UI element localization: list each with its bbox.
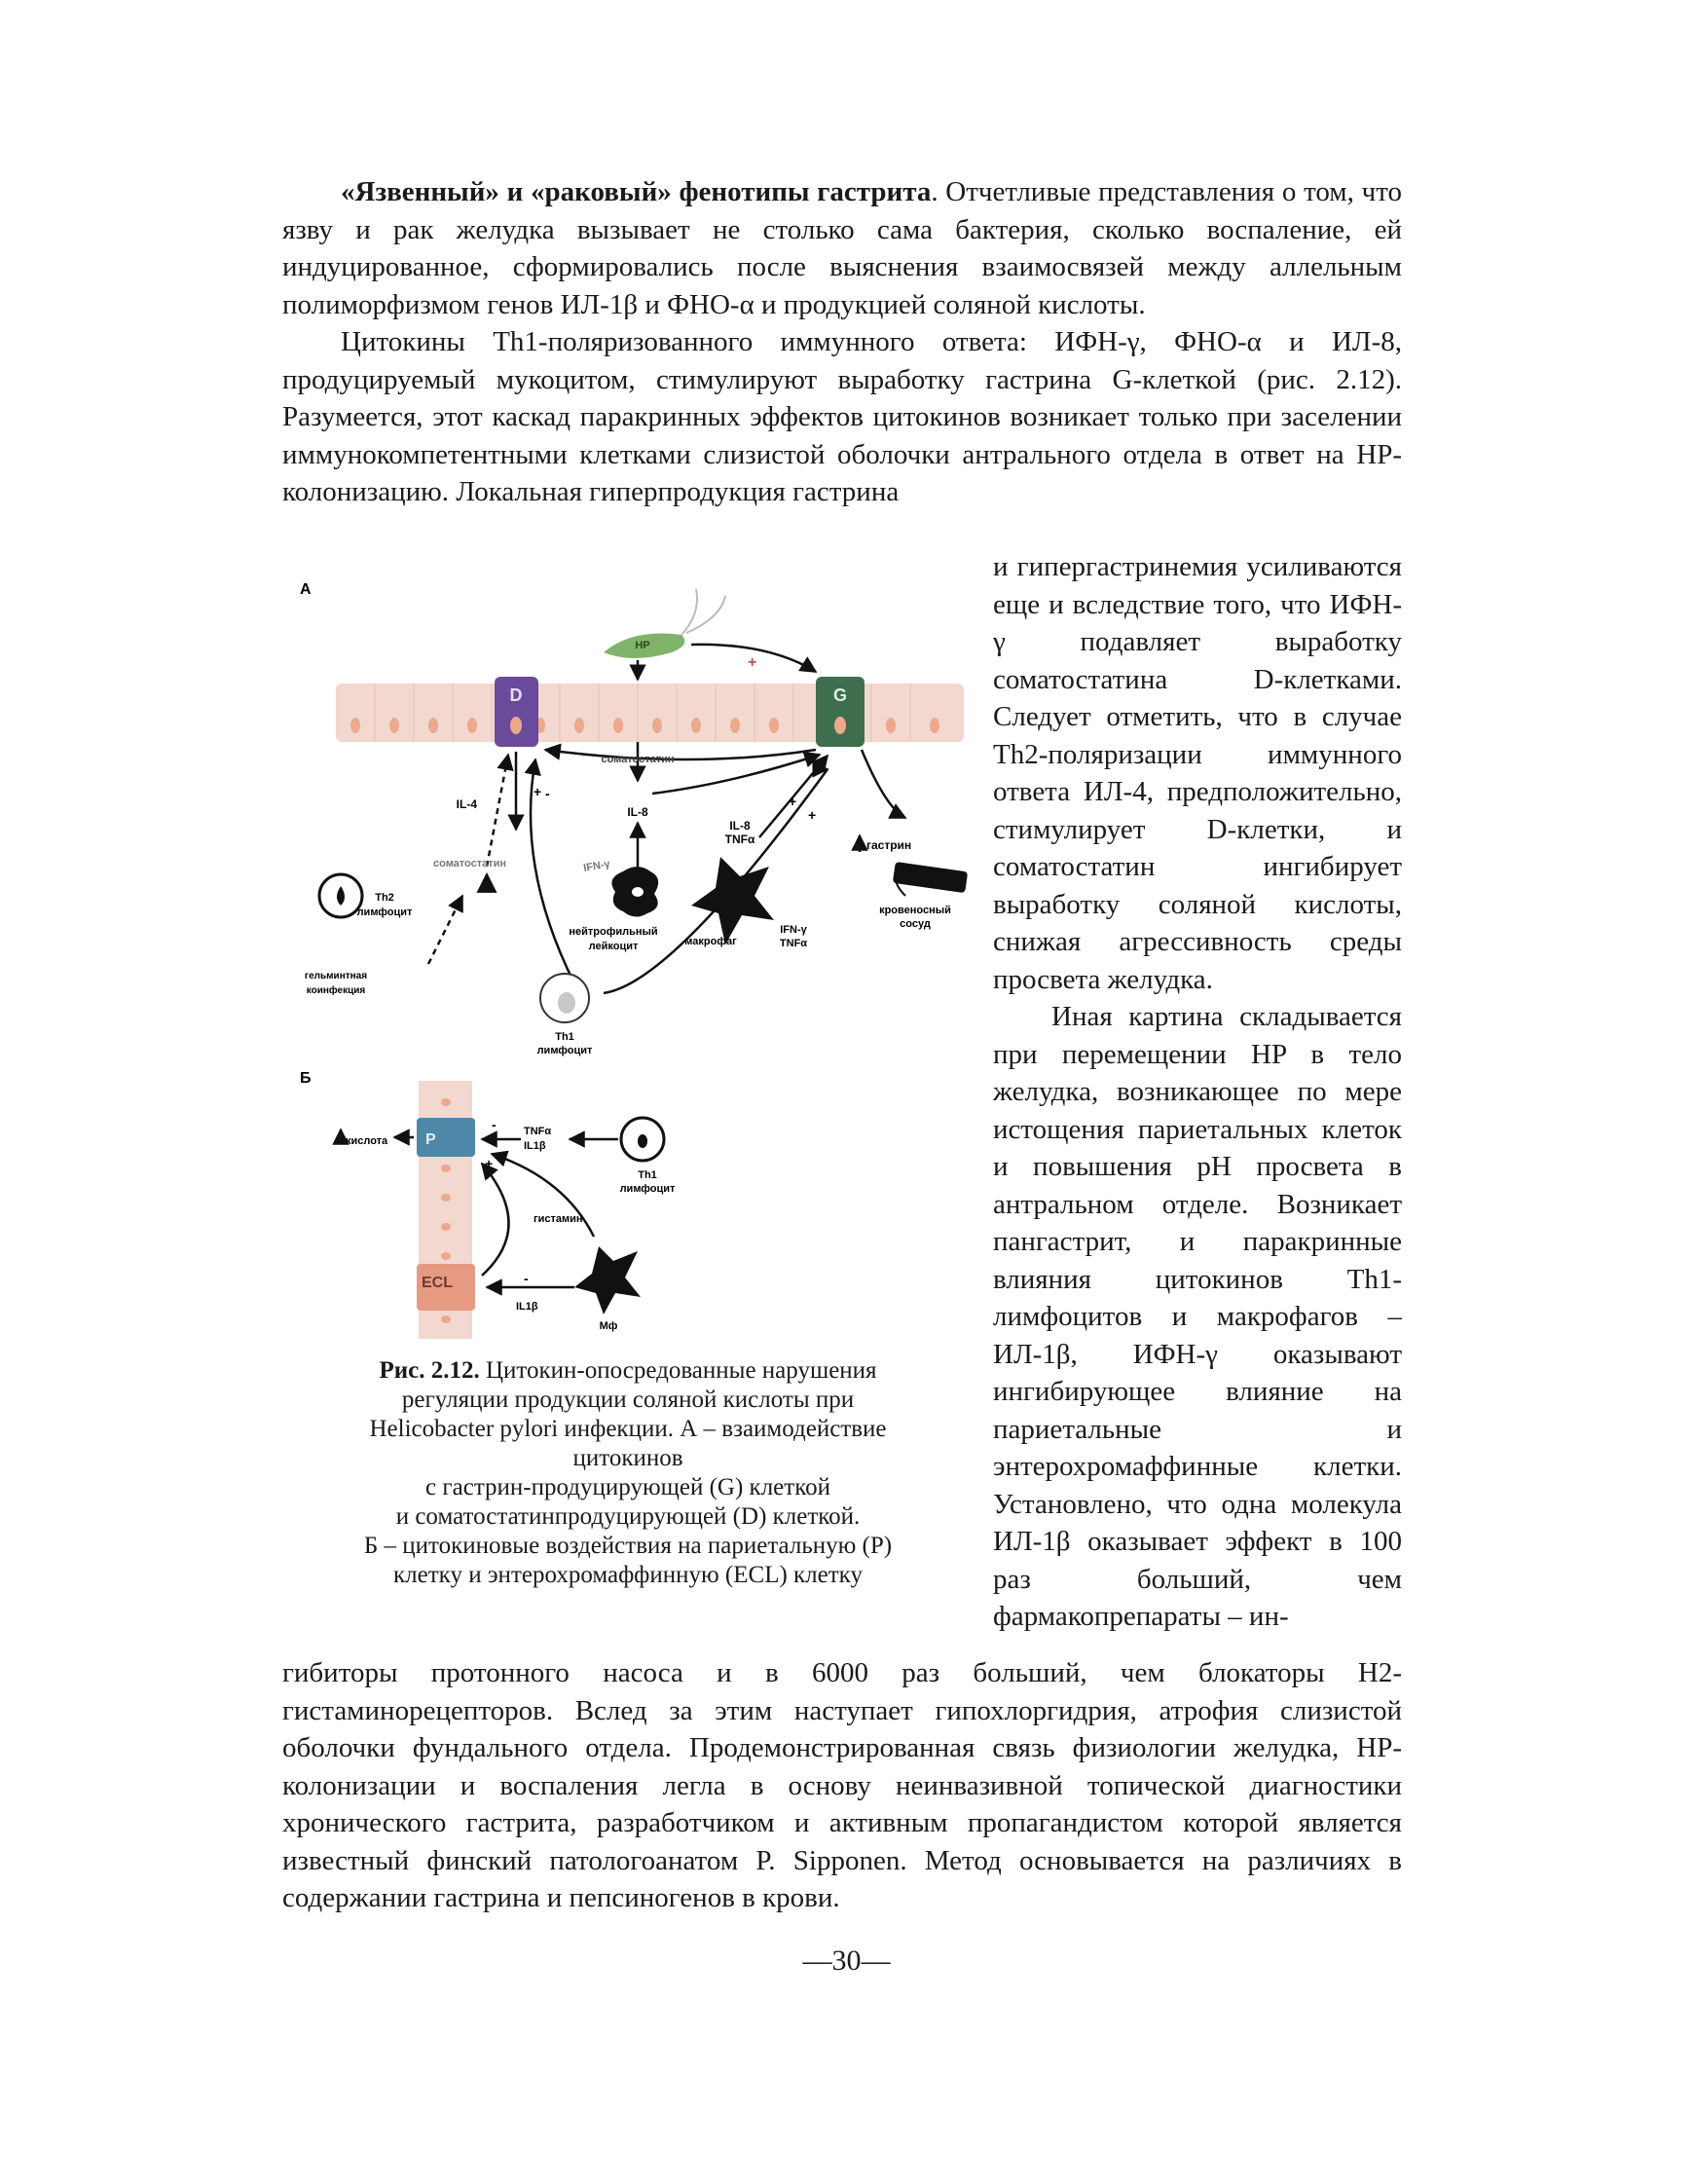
minus-ifn: - bbox=[545, 786, 550, 801]
panel-b-letter: Б bbox=[300, 1070, 312, 1087]
plus-il4: + bbox=[534, 784, 542, 799]
minus-ecl: - bbox=[524, 1271, 529, 1286]
section-heading: «Язвенный» и «раковый» фенотипы гастрита bbox=[341, 176, 932, 207]
caption-label: Рис. 2.12. bbox=[379, 1357, 480, 1384]
ifn-tnf-label-1: IFN-γ bbox=[780, 924, 807, 936]
helminth-label-2: коинфекция bbox=[306, 985, 366, 996]
g-cell-label: G bbox=[832, 685, 848, 705]
mf-label: Мф bbox=[599, 1320, 618, 1332]
figure-panel-b bbox=[282, 1061, 769, 1344]
caption-line-2: регуляции продукции соляной кислоты при bbox=[401, 1387, 855, 1413]
arrow-il4-to-d bbox=[487, 755, 508, 867]
paragraph-phenotypes bbox=[282, 173, 1402, 323]
macrophage-b bbox=[574, 1246, 641, 1314]
plus-hp: + bbox=[748, 654, 757, 671]
macrophage bbox=[691, 857, 774, 944]
neutrophil-label-1: нейтрофильный bbox=[569, 926, 658, 938]
somatostatin-top-label: соматостатин bbox=[601, 754, 675, 765]
ifn-gray-label: IFN-γ bbox=[582, 858, 611, 874]
caption-line-8: клетку и энтерохромаффинную (ECL) клетку bbox=[393, 1562, 863, 1588]
hp-label: HP bbox=[635, 640, 650, 651]
hp-bacterium bbox=[604, 589, 725, 658]
caption-line-6: и соматостатинпродуцирующей (D) клеткой. bbox=[395, 1503, 861, 1530]
th1-label-2: лимфоцит bbox=[536, 1045, 593, 1056]
tnf-label: TNFα bbox=[524, 1126, 552, 1137]
top-paragraphs bbox=[282, 173, 1402, 511]
helminth-label-1: гельминтная bbox=[304, 971, 368, 981]
macrophage-label: макрофаг bbox=[684, 936, 737, 947]
caption-line-5: с гастрин-продуцирующей (G) клеткой bbox=[425, 1474, 830, 1500]
paragraph-sipponen: гибиторы протонного насоса и в 6000 раз больший, чем блокаторы Н2-гистаминорецепторов. Вслед за этим наступает гипохлоргидрия, атрофия слизистой оболочки фундального отдела. Продемонстрированная связь физиологии желудка, HP-колонизации и воспаления легла в основу неинвазивной топической диагностики хронического гастрита, разработчиком и активным пропагандистом которой является известный финский патологоанатом P. Sipponen. Метод основывается на различиях в содержании гастрина и пепсиногенов в крови. bbox=[282, 1657, 1402, 1913]
minus-p-top: - bbox=[492, 1117, 497, 1132]
g-cell-nucleus bbox=[834, 717, 846, 734]
caption-line-7: Б – цитокиновые воздействия на париетальную (Р) bbox=[363, 1533, 893, 1559]
caption-line-4: цитокинов bbox=[572, 1445, 683, 1471]
arrow-gastrin-out bbox=[862, 750, 905, 818]
caption-line-1 bbox=[292, 1356, 964, 1386]
gastrin-label: гастрин bbox=[866, 838, 912, 852]
il8-center-label: IL-8 bbox=[627, 805, 648, 819]
paragraph-cytokines: Цитокины Th1-поляризованного иммунного ответа: ИФН-γ, ФНО-α и ИЛ-8, продуцируемый мукоцитом, стимулируют выработку гастрина G-клеткой (рис. 2.12). Разумеется, этот каскад паракринных эффектов цитокинов возникает только при заселении иммунокомпетентными клетками слизистой оболочки антрального отдела в ответ на HP-колонизацию. Локальная гиперпродукция гастрина bbox=[282, 326, 1402, 507]
bottom-paragraph bbox=[282, 1654, 1402, 1917]
th1-nucleus bbox=[558, 992, 575, 1014]
caption-line-3: Helicobacter pylori инфекции. А – взаимодействие bbox=[369, 1416, 887, 1442]
d-cell-nucleus bbox=[510, 717, 522, 734]
il1b-bottom-label: IL1β bbox=[516, 1301, 538, 1313]
plus-macrophage: + bbox=[808, 807, 817, 823]
somatostatin-low-label: соматостатин bbox=[433, 858, 507, 870]
th1-b-label-1: Th1 bbox=[638, 1169, 657, 1181]
vessel-label-1: кровеносный bbox=[879, 905, 951, 916]
d-cell-label: D bbox=[509, 685, 523, 705]
th2-label-2: лимфоцит bbox=[356, 907, 413, 918]
p-cell-label: P bbox=[425, 1131, 436, 1148]
il8-tnf-label-1: IL-8 bbox=[729, 819, 751, 833]
th1-b-label-2: лимфоцит bbox=[619, 1183, 676, 1195]
arrow-histamine bbox=[482, 1164, 509, 1276]
paragraph-text: . Отчетливые представления о том, что язву и рак желудка вызывает не столько сама бактерия, сколько воспаление, ей индуцированное, сформировались после выяснения взаимосвязей между аллельным полиморфизмом генов ИЛ-1β и ФНО-α и продукцией соляной кислоты. bbox=[282, 176, 1402, 320]
plus-p: + bbox=[485, 1156, 494, 1171]
neutrophil-label-2: лейкоцит bbox=[588, 941, 639, 952]
panel-a-letter: A bbox=[300, 581, 312, 598]
ifn-tnf-label-2: TNFα bbox=[779, 938, 808, 949]
th2-label-1: Th2 bbox=[375, 892, 394, 904]
right-column-text bbox=[993, 548, 1402, 1636]
il4-label: IL-4 bbox=[456, 797, 477, 811]
caption-text-1: Цитокин-опосредованные нарушения bbox=[485, 1357, 877, 1384]
paragraph-continuation: и гипергастринемия усиливаются еще и вследствие того, что ИФН-γ подавляет выработку соматостатина D-клетками. Следует отметить, что в случае Th2-поляризации иммунного ответа ИЛ-4, предположительно, стимулирует D-клетки, и соматостатин ингибирует выработку соляной кислоты, снижая агрессивность среды просвета желудка. bbox=[993, 551, 1402, 995]
plus-il8: + bbox=[789, 794, 797, 809]
il1b-top-label: IL1β bbox=[524, 1140, 546, 1152]
th1-label-1: Th1 bbox=[555, 1031, 574, 1043]
neutrophil bbox=[611, 867, 658, 917]
figure-panel-a bbox=[282, 574, 983, 1061]
mucosa-band bbox=[336, 684, 964, 742]
th1-b-nucleus bbox=[638, 1134, 647, 1148]
vessel-label-2: сосуд bbox=[900, 918, 931, 930]
arrow-helminth bbox=[428, 896, 462, 964]
acid-label: кислота bbox=[346, 1135, 388, 1147]
paragraph-pangastritis: Иная картина складывается при перемещении HP в тело желудка, возникающее по мере истощения париетальных клеток и повышения pH просвета в антральном отделе. Возникает пангастрит, и паракринные влияния цитокинов Th1-лимфоцитов и макрофагов – ИЛ-1β, ИФН-γ оказывают ингибирующее влияние на париетальные и энтерохромаффинные клетки. Установлено, что одна молекула ИЛ-1β оказывает эффект в 100 раз больший, чем фармакопрепараты – ин- bbox=[993, 1001, 1402, 1632]
histamine-label: гистамин bbox=[534, 1213, 583, 1225]
page-number: —30— bbox=[802, 1944, 891, 1977]
figure-caption bbox=[292, 1356, 964, 1590]
arrow-g-to-d bbox=[545, 750, 816, 759]
ecl-cell-label: ECL bbox=[422, 1275, 453, 1291]
minus-somatostatin: - bbox=[720, 750, 725, 765]
il8-tnf-label-2: TNFα bbox=[724, 833, 755, 846]
